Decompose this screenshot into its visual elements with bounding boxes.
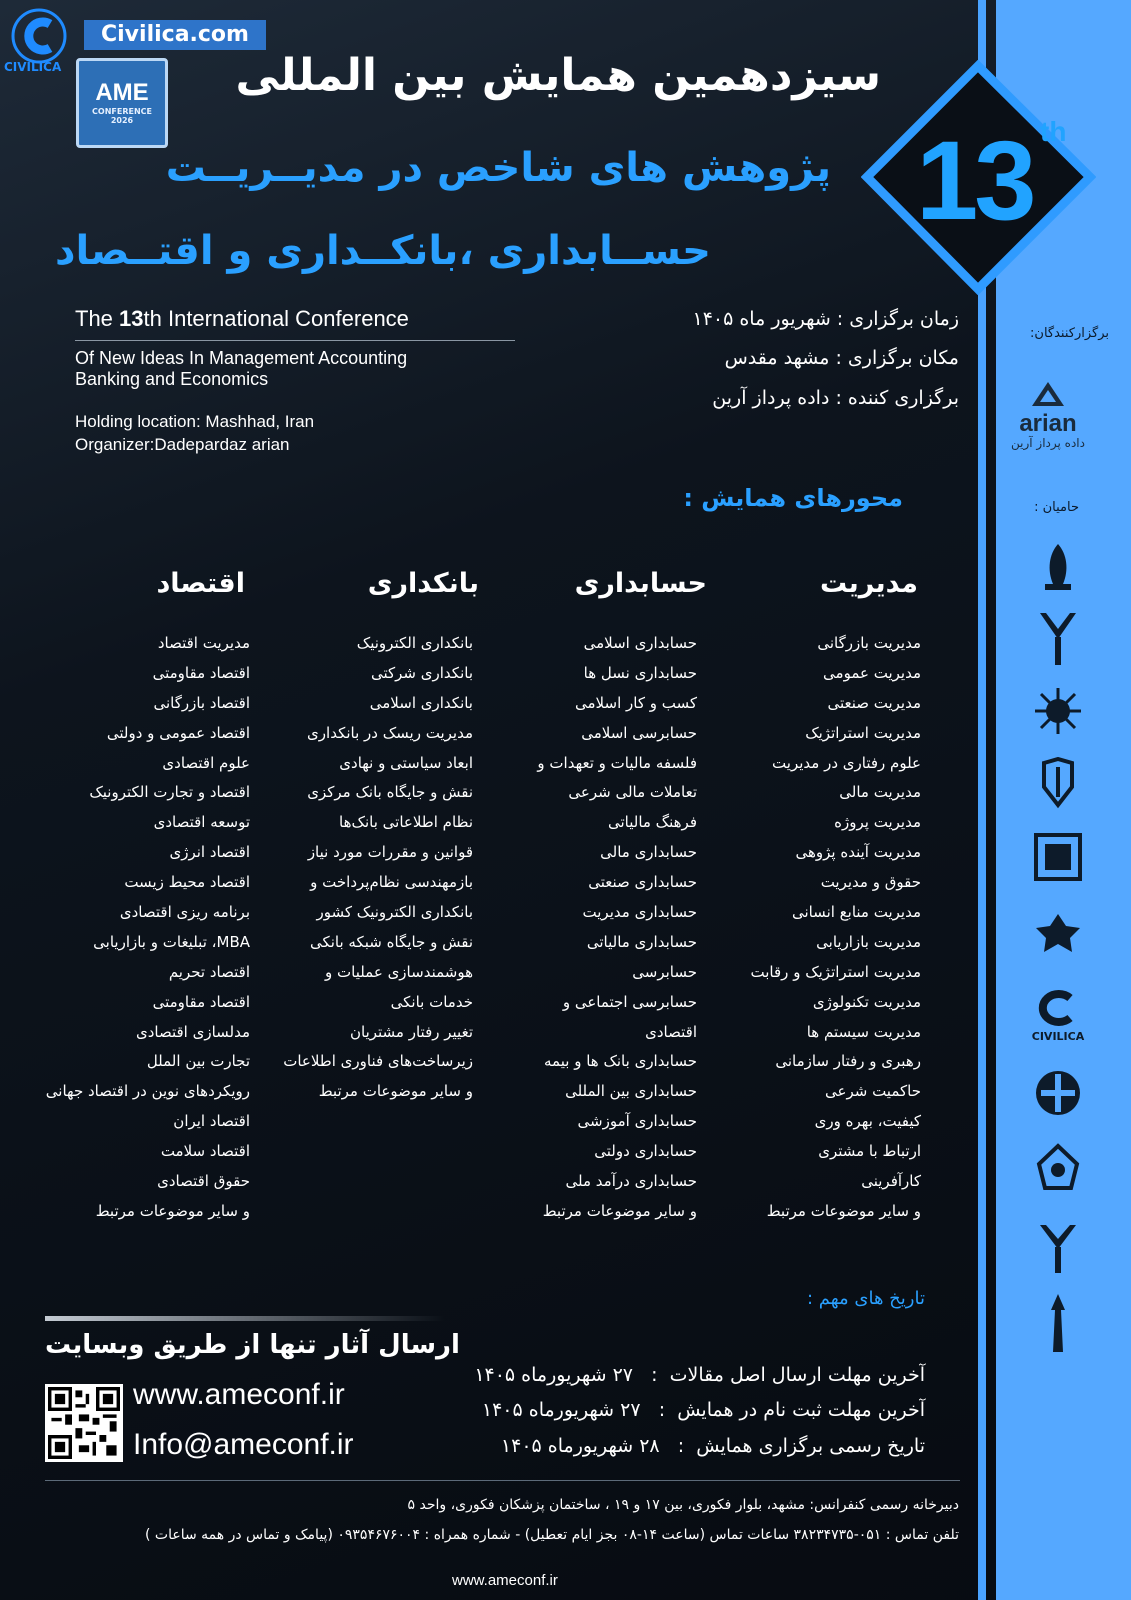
topic-item: حسابداری مالیاتی	[586, 932, 697, 951]
topic-item: مدیریت سیستم ها	[806, 1022, 921, 1041]
topic-item: حسابداری بانک ها و بیمه	[544, 1052, 697, 1071]
topic-item: نقش و جایگاه شبکه بانکی	[309, 932, 473, 951]
sponsor-logo-payamnoor	[1031, 684, 1085, 738]
topic-item: فرهنگ مالیاتی	[607, 813, 697, 832]
website-link[interactable]: www.ameconf.ir	[133, 1378, 345, 1411]
arian-mark-icon	[1028, 380, 1068, 408]
date-row: آخرین مهلت ثبت نام در همایش : ۲۷ شهریورماه ۱۴۰۵	[481, 1399, 925, 1421]
topic-item: MBA، تبلیغات و بازاریابی	[93, 932, 250, 951]
sponsor-logo-jahad	[1031, 1140, 1085, 1194]
topic-item: اقتصاد انرژی	[169, 843, 250, 862]
sponsor-logo-tower	[1031, 1292, 1085, 1362]
qr-code-icon[interactable]	[45, 1384, 123, 1462]
topic-item: رهبری و رفتار سازمانی	[775, 1052, 921, 1071]
topic-item: خدمات بانکی	[390, 992, 473, 1011]
topic-item: حقوق و مدیریت	[820, 873, 921, 892]
topic-item: حسابداری بین المللی	[565, 1082, 697, 1101]
footer-divider	[45, 1480, 960, 1481]
topic-item: زیرساخت‌های فناوری اطلاعات	[283, 1052, 473, 1071]
sponsor-logo-civilica	[1026, 990, 1090, 1043]
topic-item: حسابداری مدیریت	[582, 903, 697, 922]
civilica-logo-icon	[4, 8, 74, 64]
topic-item: اقتصاد عمومی و دولتی	[106, 723, 250, 742]
topic-item: مدیریت آینده پژوهی	[795, 843, 921, 862]
topic-item: اقتصاد و تجارت الکترونیک	[89, 783, 250, 802]
topic-item: ابعاد سیاستی و نهادی	[339, 753, 473, 772]
sponsor-logo-azad-2	[1031, 1222, 1085, 1276]
topic-item: مدیریت بازرگانی	[817, 634, 921, 652]
phone-text: تلفن تماس : ۰۵۱-۳۸۲۳۴۷۳۵ ساعات تماس (ساعت ۱۴-۰۸ بجز ایام تعطیل) - شماره همراه : ۰۹۳۵۴۶۷۶۰۰۴ (پیامک و تماس در همه ساعات )	[144, 1527, 959, 1543]
topic-item: مدیریت استراتژیک	[805, 723, 921, 742]
topic-item: کسب و کار اسلامی	[575, 693, 697, 712]
topic-item: اقتصاد محیط زیست	[124, 873, 250, 892]
topic-item: تغییر رفتار مشتریان	[349, 1022, 473, 1041]
topic-item: حسابرسی اسلامی	[581, 723, 697, 742]
sponsor-logo-azad	[1031, 612, 1085, 666]
conference-title: سیزدهمین همایش بین المللی	[235, 50, 881, 101]
axes-title: محورهای همایش :	[683, 484, 903, 512]
english-title-divider	[75, 340, 515, 341]
column-heading-banking: بانکداری	[367, 568, 479, 599]
accounting-topic-list	[537, 629, 697, 1227]
topic-item: بانکداری الکترونیک	[356, 634, 473, 652]
topic-item: توسعه اقتصادی	[153, 813, 250, 832]
topic-item: مدیریت استراتژیک و رقابت	[750, 962, 921, 981]
topic-item: نظام اطلاعاتی بانک‌ها	[339, 813, 473, 832]
topic-item: حاکمیت شرعی	[825, 1082, 921, 1101]
arian-logo	[1010, 380, 1086, 450]
topic-item: حسابداری درآمد ملی	[565, 1172, 697, 1191]
topic-item: مدیریت اقتصاد	[157, 634, 250, 652]
sponsor-logo-book	[1031, 906, 1085, 960]
topic-item: رویکردهای نوین در اقتصاد جهانی	[45, 1082, 250, 1101]
important-dates-title: تاریخ های مهم :	[806, 1288, 925, 1309]
topic-item: حسابداری آموزشی	[577, 1112, 697, 1131]
ame-logo-sub: CONFERENCE	[92, 107, 152, 116]
organizers-label: برگزارکنندگان:	[1030, 326, 1109, 341]
column-heading-accounting: حسابداری	[574, 568, 707, 599]
topic-item: مدیریت مالی	[839, 783, 921, 802]
english-subtitle: Of New Ideas In Management Accounting Banking and Economics	[75, 348, 408, 389]
topic-item: اقتصادی	[645, 1022, 697, 1041]
topic-item: مدیریت ریسک در بانکداری	[307, 723, 473, 742]
conference-subtitle-line1: پژوهش های شاخص در مدیــریــت	[165, 145, 831, 191]
column-heading-economics: اقتصاد	[156, 568, 245, 599]
sponsor-logo-shahid-beheshti	[1031, 830, 1085, 884]
topic-item: مدلسازی اقتصادی	[135, 1022, 250, 1041]
sponsors-label: حامیان :	[1034, 500, 1079, 515]
topic-item: اقتصاد مقاومتی	[152, 663, 250, 682]
topic-item: برنامه ریزی اقتصادی	[119, 903, 250, 922]
topic-item: علوم اقتصادی	[162, 753, 250, 772]
footer-website-link[interactable]: www.ameconf.ir	[452, 1572, 558, 1589]
topic-item: ارتباط با مشتری	[818, 1142, 921, 1161]
topic-item: مدیریت صنعتی	[827, 693, 921, 712]
civilica-c-icon	[1036, 990, 1080, 1026]
management-topic-list	[751, 629, 921, 1227]
topic-item: کیفیت، بهره وری	[814, 1112, 921, 1131]
topic-item: اقتصاد سلامت	[160, 1142, 250, 1161]
english-title-number: 13	[119, 306, 144, 331]
topic-item: حسابداری اسلامی	[583, 634, 697, 652]
topic-item: و سایر موضوعات مرتبط	[542, 1201, 697, 1220]
civilica-site-banner[interactable]: Civilica.com	[84, 20, 266, 50]
sponsor-logo-elmikarbordi	[1031, 756, 1085, 810]
email-link[interactable]: Info@ameconf.ir	[133, 1428, 354, 1461]
banking-topic-list	[283, 629, 473, 1107]
event-time: زمان برگزاری : شهریور ماه ۱۴۰۵	[692, 308, 959, 330]
topic-item: مدیریت منابع انسانی	[791, 903, 921, 922]
economics-topic-list	[46, 629, 250, 1227]
topic-item: اقتصاد ایران	[173, 1112, 250, 1131]
topic-item: بانکداری اسلامی	[369, 693, 473, 712]
topic-item: مدیریت پروژه	[834, 813, 921, 832]
topic-item: کارآفرینی	[861, 1172, 921, 1191]
topic-item: فلسفه مالیات و تعهدات و	[537, 753, 697, 772]
topic-item: قوانین و مقررات مورد نیاز	[307, 843, 473, 862]
english-title: The 13th International Conference	[75, 306, 409, 331]
english-location-organizer: Holding location: Mashhad, Iran Organizer:Dadepardaz arian	[75, 412, 315, 454]
topic-item: بانکداری شرکتی	[370, 663, 473, 682]
column-heading-management: مدیریت	[820, 568, 918, 599]
topic-item: حسابداری نسل ها	[583, 663, 697, 682]
topic-item: و سایر موضوعات مرتبط	[318, 1082, 473, 1101]
topic-item: اقتصاد بازرگانی	[153, 693, 250, 712]
sponsor-logo-rahiman	[1031, 1066, 1085, 1120]
topic-item: بازمهندسی نظام‌پرداخت و	[310, 873, 473, 892]
topic-item: حسابداری مالی	[600, 843, 697, 862]
event-place: مکان برگزاری : مشهد مقدس	[724, 347, 959, 369]
arian-logo-text: arian	[1019, 410, 1077, 437]
date-row: آخرین مهلت ارسال اصل مقالات : ۲۷ شهریورماه ۱۴۰۵	[474, 1364, 925, 1386]
arian-logo-subtext: داده پرداز آرین	[1011, 436, 1085, 450]
topic-item: حسابرسی اجتماعی و	[562, 992, 697, 1011]
topic-item: مدیریت تکنولوژی	[812, 992, 921, 1011]
topic-item: اقتصاد تحریم	[168, 962, 250, 981]
edition-badge-suffix: th	[1040, 116, 1067, 147]
ame-logo-main: AME	[95, 79, 149, 106]
topic-item: نقش و جایگاه بانک مرکزی	[307, 783, 473, 802]
topic-item: اقتصاد مقاومتی	[152, 992, 250, 1011]
topic-item: بانکداری الکترونیک کشور	[316, 903, 473, 922]
civilica-logo-text: CIVILICA	[1031, 1030, 1085, 1043]
edition-badge-number: 13	[916, 118, 1033, 243]
topic-item: حسابداری دولتی	[594, 1142, 697, 1161]
topic-item: و سایر موضوعات مرتبط	[766, 1201, 921, 1220]
event-organizer: برگزاری کننده : داده پرداز آرین	[712, 387, 959, 409]
conference-subtitle-line2: حســابداری ،بانکــداری و اقتــصاد	[55, 228, 711, 274]
topic-item: مدیریت عمومی	[823, 663, 921, 682]
date-row: تاریخ رسمی برگزاری همایش : ۲۸ شهریورماه ۱۴۰۵	[500, 1435, 925, 1457]
ame-conference-logo	[76, 58, 168, 148]
topic-item: تجارت بین الملل	[146, 1052, 250, 1071]
submission-note: ارسال آثار تنها از طریق وبسایت	[45, 1330, 460, 1360]
topic-item: و سایر موضوعات مرتبط	[95, 1201, 250, 1220]
ame-logo-year: 2026	[110, 116, 134, 125]
topic-item: تعاملات مالی شرعی	[568, 783, 697, 802]
topic-item: حقوق اقتصادی	[157, 1172, 250, 1191]
sponsor-logo-university	[1031, 540, 1085, 594]
topic-item: حسابداری صنعتی	[588, 873, 697, 892]
civilica-logo-text: CIVILICA	[4, 60, 62, 74]
topic-item: حسابرسی	[632, 962, 697, 981]
topic-item: هوشمندسازی عملیات و	[324, 962, 473, 981]
topic-item: مدیریت بازاریابی	[816, 932, 921, 951]
address-text: دبیرخانه رسمی کنفرانس: مشهد، بلوار فکوری، بین ۱۷ و ۱۹ ، ساختمان پزشکان فکوری، واحد ۵	[407, 1497, 959, 1513]
topic-item: علوم رفتاری در مدیریت	[772, 753, 921, 772]
contact-divider	[45, 1316, 445, 1321]
